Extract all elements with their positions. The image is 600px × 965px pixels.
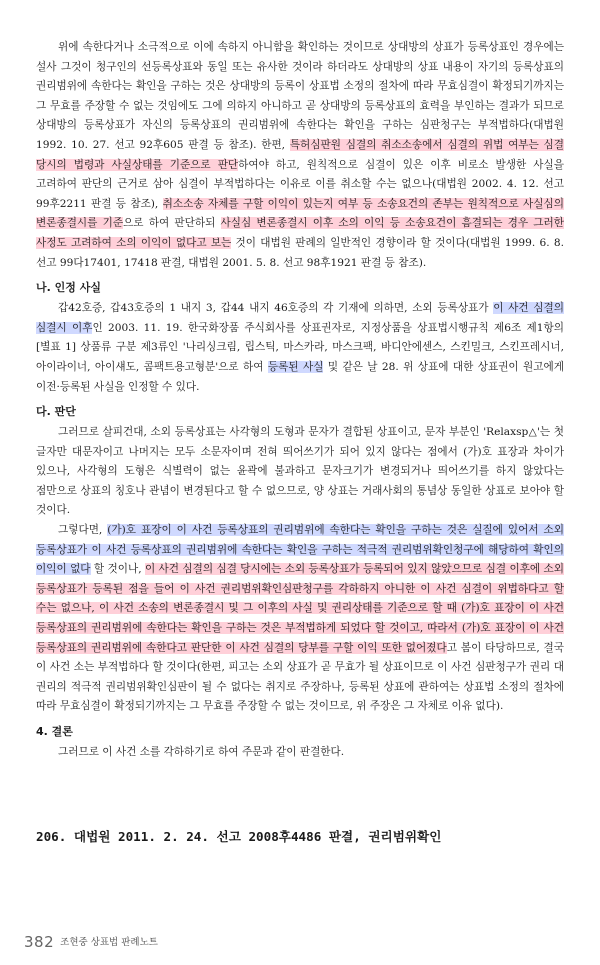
page-number: 382: [24, 933, 55, 951]
paragraph-facts: 갑42호증, 갑43호증의 1 내지 3, 갑44 내지 46호증의 각 기재에 의하면, 소외 등록상표가 이 사건 심결의 심결시 이후인 2003. 11. 19. 한국화장품 주식회사를 상표권자로, 지정상품을 상표법시행규칙 제6조 제1항의 [별표 1] 상품류 구분 제3류인 '나리싱크림, 립스틱, 마스카라, 마스크팩, 바디안에센스, 스킨밀크, 스킨프레시너, 아이라이너, 아이섀도, 콤팩트용고형분'으로 하여 등록된 사실 및 같은 날 28. 위 상표에 대한 상표권이 원고에게 이전·등록된 사실을 인정할 수 있다.: [36, 302, 564, 393]
case-title: 206. 대법원 2011. 2. 24. 선고 2008후4486 판결, 권리범위확인: [36, 829, 442, 844]
paragraph-judgment-2: 그렇다면, (가)호 표장이 이 사건 등록상표의 권리범위에 속한다는 확인을 구하는 것은 실질에 있어서 소외 등록상표가 이 사건 등록상표의 권리범위에 속한다는 확인을 구하는 적극적 권리범위확인청구에 해당하여 확인의 이익이 없다 할 것이나, 이 사건 심결의 심결 당시에는 소외 등록상표가 등록되어 있지 않았으므로 심결 이후에 소외 등록상표가 등록된 점을 들어 이 사건 권리범위확인심판청구를 각하하지 아니한 이 사건 심결이 위법하다고 할 수는 없으나, 이 사건 소송의 변론종결시 및 그 이후의 사실 및 권리상태를 기준으로 할 때 (가)호 표장이 이 사건 등록상표의 권리범위에 속한다는 확인을 구하는 것은 부적법하게 되었다 할 것이고, 따라서 (가)호 표장이 이 사건 등록상표의 권리범위에 속한다고 판단한 이 사건 심결의 당부를 구할 이익 또한 없어졌다고 봄이 타당하므로, 결국 이 사건 소는 부적법하다 할 것이다(한편, 피고는 소외 상표가 곧 무효가 될 상표이므로 이 사건 심판청구가 권리 대 권리의 적극적 권리범위확인심판이 될 수 없다는 취지로 주장하나, 등록된 상표에 관하여는 상표법 소정의 절차에 따라 무효심결이 확정되기까지는 그 무효를 주장할 수 없는 것이므로, 위 주장은 그 자체로 이유 없다).: [36, 524, 565, 713]
section-heading-judgment: 다. 판단: [36, 405, 76, 419]
highlight-blue: (가)호 표장이 이 사건 등록상표의 권리범위에 속한다는 확인을 구하는 것은 실질에 있어서 소외 등록상표가 이 사건 등록상표의 권리범위에 속한다는 확인을 구하는 적극적 권리범위확인청구에 해당하여 확인의 이익이 없다: [36, 524, 564, 576]
paragraph-judgment-1: 그러므로 살피건대, 소외 등록상표는 사각형의 도형과 문자가 결합된 상표이고, 문자 부분인 'Relaxsp△'는 첫 글자만 대문자이고 나머지는 모두 소문자이며 전혀 띄어쓰기가 되어 있지 않다는 점에서 (가)호 표장과 차이가 있으나, 사각형의 도형은 식별력이 없는 윤곽에 불과하고 문자크기가 변경되거나 띄어쓰기를 하지 않았다는 점만으로 상표의 칭호나 관념이 변경된다고 할 수 없으므로, 양 상표는 거래사회의 통념상 동일한 상표로 보아야 할 것이다.: [36, 426, 564, 517]
highlight-blue: 등록된 사실: [267, 360, 324, 373]
section-heading-facts: 나. 인정 사실: [36, 281, 101, 295]
highlight-pink: 이 사건 심결의 심결 당시에는 소외 등록상표가 등록되어 있지 않았으므로 심결 이후에 소외 등록상표가 등록된 점을 들어 이 사건 권리범위확인심판청구를 각하하지 아니한 이 사건 심결이 위법하다고 할 수는 없으나, 이 사건 소송의 변론종결시 및 그 이후의 사실 및 권리상태를 기준으로 할 때 (가)호 표장이 이 사건 등록상표의 권리범위에 속한다는 확인을 구하는 것은 부적법하게 되었다 할 것이고, 따라서 (가)호 표장이 이 사건 등록상표의 권리범위에 속한다고 판단한 이 사건 심결의 당부를 구할 이익 또한 없어졌다: [36, 563, 565, 654]
section-heading-conclusion: 4. 결론: [36, 725, 73, 738]
highlight-pink: 취소소송 자체를 구할 이익이 있는지 여부 등 소송요건의 존부는 원칙적으로 사실심의 변론종결시를 기준: [36, 197, 564, 230]
page-footer: [24, 932, 158, 952]
body-text: [36, 38, 564, 763]
book-title: 조현중 상표법 판례노트: [60, 937, 158, 948]
paragraph-conclusion: 그러므로 이 사건 소를 각하하기로 하여 주문과 같이 판결한다.: [58, 746, 345, 758]
highlight-blue: 이 사건 심결의 심결시 이후: [36, 302, 564, 334]
paragraph-legal-principle: 위에 속한다거나 소극적으로 이에 속하지 아니함을 확인하는 것이므로 상대방의 상표가 등록상표인 경우에는 설사 그것이 청구인의 선등록상표와 동일 또는 유사한 것이라 하더라도 상대방의 상표 내용이 자기의 등록상표의 권리범위에 속한다는 확인을 구하는 것은 상대방의 등록이 상표법 소정의 절차에 따라 무효심결이 확정되기까지는 그 무효를 주장할 수 없는 것임에도 그에 의하지 아니하고 곧 상대방의 등록상표의 효력을 부인하는 결과가 되므로 상대방의 등록상표가 자신의 등록상표의 권리범위에 속한다는 확인을 구하는 심판청구는 부적법하다(대법원 1992. 10. 27. 선고 92후605 판결 등 참조). 한편, 특허심판원 심결의 취소소송에서 심결의 위법 여부는 심결 당시의 법령과 사실상태를 기준으로 판단하여야 하고, 원칙적으로 심결이 있은 이후 비로소 발생한 사실을 고려하여 판단의 근거로 삼아 심결이 부적법하다는 이유로 이를 취소할 수는 없으나(대법원 2002. 4. 12. 선고 99후2211 판결 등 참조), 취소소송 자체를 구할 이익이 있는지 여부 등 소송요건의 존부는 원칙적으로 사실심의 변론종결시를 기준으로 하여 판단하되 사실심 변론종결시 이후 소의 이익 등 소송요건이 흠결되는 경우 그러한 사정도 고려하여 소의 이익이 없다고 보는 것이 대법원 판례의 일반적인 경향이라 할 것이다(대법원 1999. 6. 8. 선고 99다17401, 17418 판결, 대법원 2001. 5. 8. 선고 98후1921 판결 등 참조).: [36, 41, 565, 269]
highlight-pink: 사실심 변론종결시 이후 소의 이익 등 소송요건이 흠결되는 경우 그러한 사정도 고려하여 소의 이익이 없다고 보는: [36, 217, 564, 249]
highlight-pink: 특허심판원 심결의 취소소송에서 심결의 위법 여부는 심결 당시의 법령과 사실상태를 기준으로 판단: [36, 138, 565, 171]
